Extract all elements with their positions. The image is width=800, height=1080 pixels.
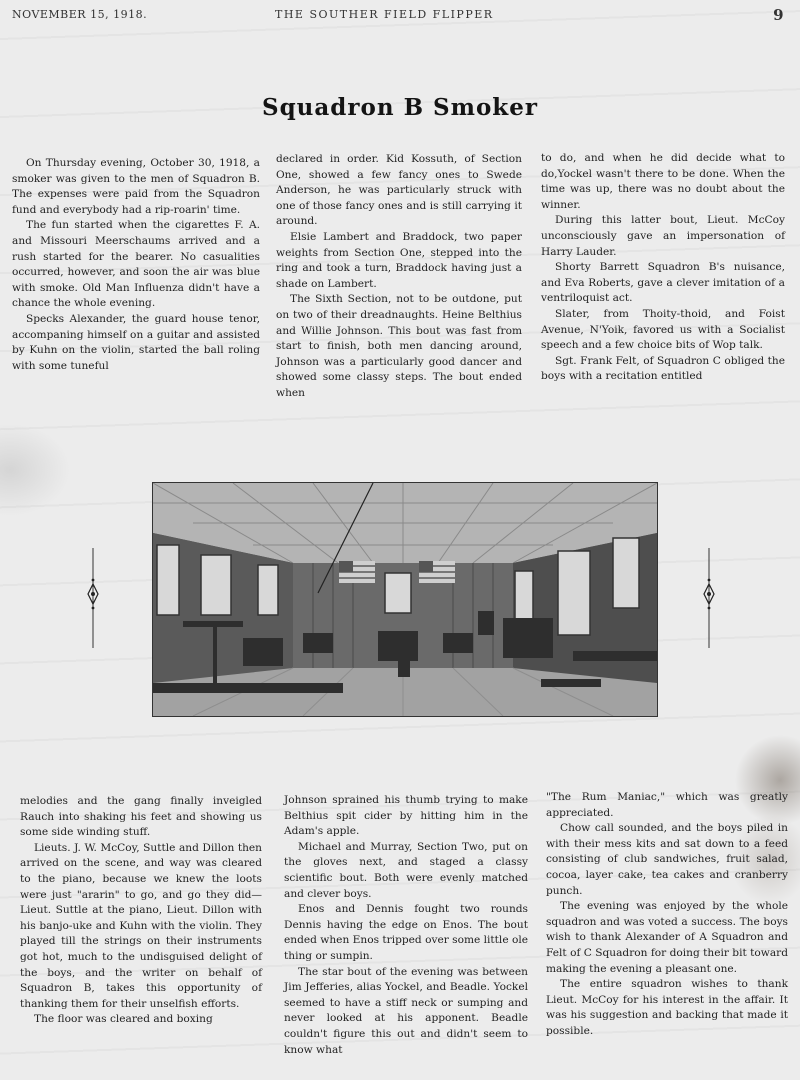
scroll-ornament-left — [86, 548, 100, 648]
article-column-3 — [541, 151, 785, 385]
paragraph: The entire squadron wishes to thank Lieut. McCoy for his interest in the affair. It was his suggestion and backing that made it possible. — [546, 978, 788, 1037]
page-number: 9 — [773, 6, 784, 24]
paragraph: During this latter bout, Lieut. McCoy unconsciously gave an impersonation of Harry Lauder. — [541, 214, 785, 258]
paragraph: The floor was cleared and boxing — [34, 1013, 213, 1026]
issue-date: NOVEMBER 15, 1918. — [12, 8, 148, 21]
paragraph: Enos and Dennis fought two rounds Dennis having the edge on Enos. The bout ended when Enos tripped over some little ole thing or sumpin. — [284, 903, 528, 962]
recreation-hall-photo — [152, 482, 658, 717]
article-column-2 — [276, 152, 522, 402]
paragraph: melodies and the gang finally inveigled Rauch into shaking his feet and showing us some side winding stuff. — [20, 795, 262, 839]
paragraph: Johnson sprained his thumb trying to make Belthius spit cider by hitting him in the Adam's apple. — [284, 794, 528, 838]
paragraph: The star bout of the evening was between Jim Jefferies, alias Yockel, and Beadle. Yockel seemed to have a stiff neck or sumping and never looked at his apponent. Beadle couldn't figure this out and didn't seem to know what — [284, 965, 528, 1056]
article-column-4 — [20, 794, 262, 1028]
paragraph: to do, and when he did decide what to do,Yockel wasn't there to be done. When the time was up, there was no doubt about the winner. — [541, 152, 785, 211]
scroll-ornament-right — [702, 548, 716, 648]
paragraph: On Thursday evening, October 30, 1918, a smoker was given to the men of Squadron B. The expenses were paid from the Squadron fund and everybody had a rip-roarin' time. — [12, 157, 260, 216]
paragraph: Shorty Barrett Squadron B's nuisance, and Eva Roberts, gave a clever imitation of a ventriloquist act. — [541, 261, 785, 305]
paragraph: Slater, from Thoity-thoid, and Foist Avenue, N'Yoik, favored us with a Socialist speech and a few choice bits of Wop talk. — [541, 307, 785, 352]
article-column-5 — [284, 793, 528, 1058]
paragraph: The Sixth Section, not to be outdone, put on two of their dreadnaughts. Heine Belthius and Willie Johnson. This bout was fast from start to finish, both men dancing around, Johnson was a particularly good dancer and showed some classy steps. The bout ended when — [276, 293, 522, 399]
article-column-1 — [12, 156, 260, 374]
paragraph: The evening was enjoyed by the whole squadron and was voted a success. The boys wish to thank Alexander of A Squadron and Felt of C Squadron for doing their bit toward making the evening a pleasant one. — [546, 900, 788, 975]
paragraph: declared in order. Kid Kossuth, of Section One, showed a few fancy ones to Swede Anderson, he was particularly struck with one of those fancy ones and is still carrying it around. — [276, 153, 522, 228]
article-column-6 — [546, 790, 788, 1040]
paragraph: "The Rum Maniac," which was greatly appreciated. — [546, 791, 788, 819]
paragraph: Elsie Lambert and Braddock, two paper weights from Section One, stepped into the ring and took a turn, Braddock having just a shade on Lambert. — [276, 230, 522, 290]
paragraph: Michael and Murray, Section Two, put on the gloves next, and staged a classy scientific bout. Both were evenly matched and clever boys. — [284, 840, 528, 900]
article-title: Squadron B Smoker — [261, 94, 538, 121]
paragraph: The fun started when the cigarettes F. A. and Missouri Meerschaums arrived and a rush started for the bearer. No casualities occurred, however, and soon the air was blue with smoke. Old Man Influenza didn't have a chance the whole evening. — [12, 219, 260, 310]
paragraph: Sgt. Frank Felt, of Squadron C obliged the boys with a recitation entitled — [541, 354, 785, 383]
paragraph: Lieuts. J. W. McCoy, Suttle and Dillon then arrived on the scene, and way was cleared to the piano, because we knew the loots were just "ararin" to go, and go they did—Lieut. Suttle at the piano, Lieut. Dillon with his banjo-uke and Kuhn with the violin. They played till the strings on their instruments got hot, much to the undisguised delight of the boys, and the writer on behalf of Squadron B, takes this opportunity of thanking them for their unselfish efforts. — [20, 841, 262, 1010]
paragraph: Chow call sounded, and the boys piled in with their mess kits and sat down to a feed consisting of club sandwiches, fruit salad, cocoa, layer cake, tea cakes and cranberry punch. — [546, 822, 788, 897]
paragraph: Specks Alexander, the guard house tenor, accompaning himself on a guitar and assisted by Kuhn on the violin, started the ball roling with some tuneful — [12, 312, 260, 372]
publication-name: THE SOUTHER FIELD FLIPPER — [275, 8, 494, 21]
